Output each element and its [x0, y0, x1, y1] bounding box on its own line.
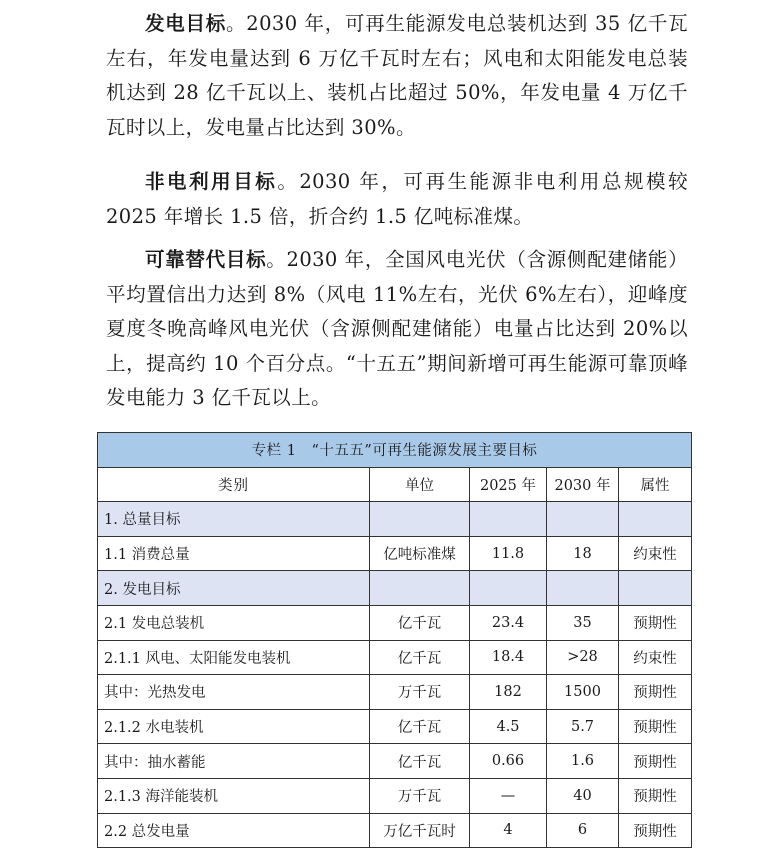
- row-unit: 万千瓦: [370, 675, 470, 710]
- row-2025-value: 4: [470, 813, 547, 848]
- row-label: 2.1.1 风电、太阳能发电装机: [98, 640, 370, 675]
- row-2025-value: [470, 571, 547, 606]
- row-2030-value: 40: [547, 778, 619, 813]
- row-2025-value: —: [470, 778, 547, 813]
- column-header-attribute: 属性: [619, 467, 692, 502]
- row-2025-value: [470, 502, 547, 537]
- column-header-2025: 2025 年: [470, 467, 547, 502]
- table-caption: 专栏 1 “十五五”可再生能源发展主要目标: [98, 433, 692, 468]
- row-2030-value: [547, 571, 619, 606]
- row-label: 2.2 总发电量: [98, 813, 370, 848]
- row-attribute: 预期性: [619, 778, 692, 813]
- table-row: [98, 744, 692, 779]
- row-2030-value: [547, 502, 619, 537]
- column-header-2030: 2030 年: [547, 467, 619, 502]
- row-label: 2.1.2 水电装机: [98, 709, 370, 744]
- paragraph-body: 。2030 年，可再生能源发电总装机达到 35 亿千瓦左右，年发电量达到 6 万亿千瓦时左右；风电和太阳能发电总装机达到 28 亿千瓦以上、装机占比超过 50%，年发电量 4 万亿千瓦时以上，发电量占比达到 30%。: [106, 12, 688, 139]
- row-unit: 亿吨标准煤: [370, 536, 470, 571]
- row-2025-value: 11.8: [470, 536, 547, 571]
- row-attribute: [619, 571, 692, 606]
- paragraph-heading: 非电利用目标: [145, 170, 278, 193]
- row-2030-value: 35: [547, 605, 619, 640]
- row-attribute: 预期性: [619, 813, 692, 848]
- row-label: 其中：抽水蓄能: [98, 744, 370, 779]
- column-header-unit: 单位: [370, 467, 470, 502]
- row-unit: 万千瓦: [370, 778, 470, 813]
- table-row: [98, 675, 692, 710]
- paragraph-non-power-utilization-target: [106, 165, 688, 234]
- row-attribute: 预期性: [619, 605, 692, 640]
- row-unit: 亿千瓦: [370, 640, 470, 675]
- row-unit: 亿千瓦: [370, 744, 470, 779]
- row-attribute: 约束性: [619, 640, 692, 675]
- paragraph-heading: 可靠替代目标: [145, 248, 267, 271]
- row-2030-value: 5.7: [547, 709, 619, 744]
- row-label: 2.1.3 海洋能装机: [98, 778, 370, 813]
- row-2025-value: 4.5: [470, 709, 547, 744]
- row-2030-value: 6: [547, 813, 619, 848]
- row-2025-value: 0.66: [470, 744, 547, 779]
- row-2030-value: 1500: [547, 675, 619, 710]
- row-label: 1. 总量目标: [98, 502, 370, 537]
- row-unit: [370, 502, 470, 537]
- row-2025-value: 182: [470, 675, 547, 710]
- row-2030-value: >28: [547, 640, 619, 675]
- row-unit: 万亿千瓦时: [370, 813, 470, 848]
- table-row: [98, 536, 692, 571]
- row-2030-value: 18: [547, 536, 619, 571]
- row-attribute: 预期性: [619, 744, 692, 779]
- row-label: 2.1 发电总装机: [98, 605, 370, 640]
- row-2030-value: 1.6: [547, 744, 619, 779]
- row-attribute: 预期性: [619, 675, 692, 710]
- row-2025-value: 18.4: [470, 640, 547, 675]
- table-row: [98, 640, 692, 675]
- paragraph-power-generation-target: [106, 7, 688, 145]
- table-row: [98, 571, 692, 606]
- row-unit: 亿千瓦: [370, 709, 470, 744]
- row-label: 1.1 消费总量: [98, 536, 370, 571]
- row-label: 2. 发电目标: [98, 571, 370, 606]
- row-label: 其中：光热发电: [98, 675, 370, 710]
- row-attribute: 预期性: [619, 709, 692, 744]
- table-row: [98, 813, 692, 848]
- paragraph-heading: 发电目标: [145, 12, 227, 35]
- paragraph-body: 。2030 年，全国风电光伏（含源侧配建储能）平均置信出力达到 8%（风电 11%左右，光伏 6%左右），迎峰度夏度冬晚高峰风电光伏（含源侧配建储能）电量占比达到 20%以上，提高约 10 个百分点。“十五五”期间新增可再生能源可靠顶峰发电能力 3 亿千瓦以上。: [106, 248, 688, 409]
- table-row: [98, 778, 692, 813]
- row-2025-value: 23.4: [470, 605, 547, 640]
- row-unit: [370, 571, 470, 606]
- goals-table: [97, 432, 692, 848]
- row-unit: 亿千瓦: [370, 605, 470, 640]
- table-row: [98, 605, 692, 640]
- row-attribute: 约束性: [619, 536, 692, 571]
- row-attribute: [619, 502, 692, 537]
- table-header-row: [98, 467, 692, 502]
- column-header-category: 类别: [98, 467, 370, 502]
- paragraph-body: 。2030 年，可再生能源非电利用总规模较 2025 年增长 1.5 倍，折合约 1.5 亿吨标准煤。: [106, 170, 688, 228]
- paragraph-reliable-substitution-target: [106, 243, 688, 416]
- table-row: [98, 502, 692, 537]
- table-row: [98, 709, 692, 744]
